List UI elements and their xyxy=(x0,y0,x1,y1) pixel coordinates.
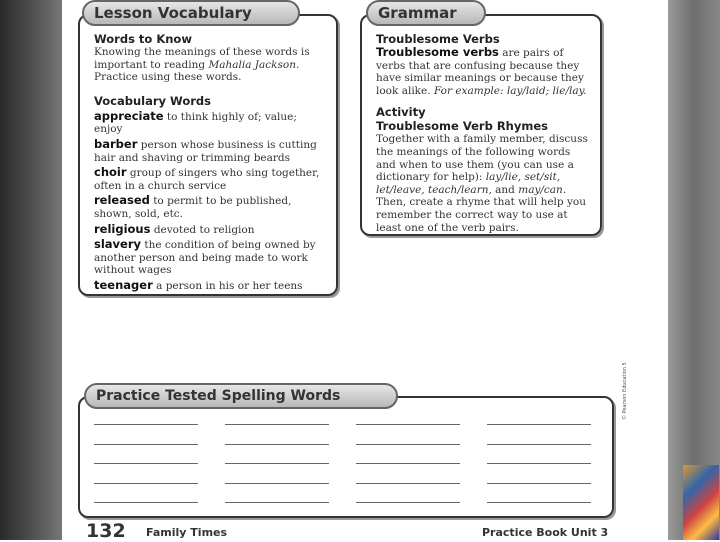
vocabulary-entry xyxy=(94,238,328,277)
grammar-box xyxy=(360,14,602,236)
background-left xyxy=(0,0,62,540)
spelling-answer-line[interactable] xyxy=(225,444,329,445)
vocabulary-word: religious xyxy=(94,221,151,236)
vocabulary-word: barber xyxy=(94,136,138,151)
spelling-answer-line[interactable] xyxy=(487,444,591,445)
vocabulary-entry xyxy=(94,138,328,164)
vocabulary-definition: to think highly of; value; enjoy xyxy=(94,110,297,136)
spelling-answer-line[interactable] xyxy=(356,463,460,464)
grammar-tab: Grammar xyxy=(366,0,486,26)
footer-book: Practice Book Unit 3 xyxy=(482,526,609,539)
spelling-answer-line[interactable] xyxy=(94,483,198,484)
spelling-answer-line[interactable] xyxy=(94,463,198,464)
activity-subheading: Troublesome Verb Rhymes xyxy=(376,119,548,134)
vocabulary-definition: person whose business is cutting hair and shaving or trimming beards xyxy=(94,138,317,164)
page-number: 132 xyxy=(86,520,126,542)
vocabulary-definition: group of singers who sing together, often in a church service xyxy=(94,167,320,192)
spelling-tab: Practice Tested Spelling Words xyxy=(84,383,398,409)
spelling-box xyxy=(78,396,614,518)
vocabulary-entry xyxy=(94,166,328,192)
spelling-answer-line[interactable] xyxy=(356,483,460,484)
spelling-answer-line[interactable] xyxy=(225,424,329,425)
spelling-answer-line[interactable] xyxy=(487,424,591,425)
grammar-text: Troublesome verbs are pairs of verbs that are confusing because they have similar meanings or because they look alike. For example: lay/laid; lie/lay. xyxy=(376,45,587,97)
vocabulary-word: slavery xyxy=(94,237,142,252)
vocabulary-definition: to permit to be published, shown, sold, etc. xyxy=(94,195,292,220)
activity-text: Together with a family member, discuss the meanings of the following words and when to use them (you can use a dictionary for help): lay/lie, set/sit, let/leave, teach/learn, and may/can. Then, create a rhyme that will help you remember the correct way to use at least one of the verb pairs. xyxy=(376,133,588,234)
vocabulary-words-heading: Vocabulary Words xyxy=(94,93,211,108)
vocabulary-word: appreciate xyxy=(94,108,164,123)
copyright-text: © Pearson Education 5 xyxy=(622,362,628,420)
words-to-know-heading: Words to Know xyxy=(94,32,192,46)
spelling-answer-line[interactable] xyxy=(225,463,329,464)
activity-heading: Activity xyxy=(376,105,426,120)
spelling-answer-line[interactable] xyxy=(225,483,329,484)
vocabulary-entry xyxy=(94,110,328,136)
spelling-answer-line[interactable] xyxy=(356,502,460,503)
words-to-know-text: Knowing the meanings of these words is important to reading Mahalia Jackson. Practice using these words. xyxy=(94,46,310,84)
spelling-answer-line[interactable] xyxy=(356,424,460,425)
footer-section: Family Times xyxy=(146,526,228,539)
vocabulary-entry xyxy=(94,194,328,220)
vocabulary-word: released xyxy=(94,193,150,208)
book-cover-thumbnail xyxy=(683,465,719,540)
vocabulary-definition: devoted to religion xyxy=(153,223,255,236)
lesson-vocabulary-box xyxy=(78,14,338,296)
background-right xyxy=(668,0,720,540)
spelling-answer-line[interactable] xyxy=(487,463,591,464)
spelling-answer-line[interactable] xyxy=(487,502,591,503)
vocabulary-word: choir xyxy=(94,165,127,180)
lesson-vocabulary-tab: Lesson Vocabulary xyxy=(82,0,300,26)
vocabulary-list xyxy=(94,110,328,293)
spelling-answer-line[interactable] xyxy=(94,444,198,445)
vocabulary-definition: a person in his or her teens xyxy=(156,279,303,292)
vocabulary-entry xyxy=(94,279,328,293)
vocabulary-definition: the condition of being owned by another person and being made to work without wages xyxy=(94,239,316,277)
worksheet-page xyxy=(62,0,668,540)
spelling-answer-line[interactable] xyxy=(94,424,198,425)
troublesome-verbs-heading: Troublesome Verbs xyxy=(376,32,500,46)
spelling-answer-line[interactable] xyxy=(225,502,329,503)
spelling-answer-line[interactable] xyxy=(487,483,591,484)
vocabulary-entry xyxy=(94,223,328,237)
spelling-answer-line[interactable] xyxy=(356,444,460,445)
vocabulary-word: teenager xyxy=(94,277,153,292)
spelling-answer-line[interactable] xyxy=(94,502,198,503)
